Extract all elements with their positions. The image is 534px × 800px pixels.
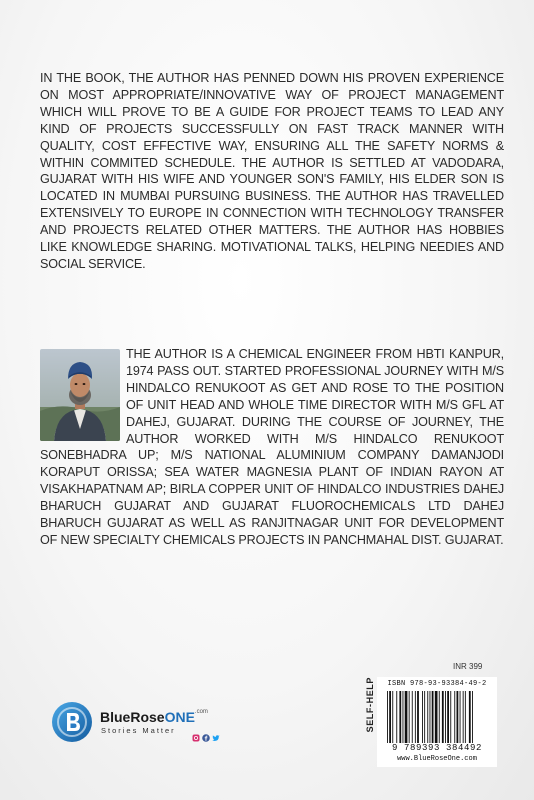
barcode-bar xyxy=(409,691,410,743)
publisher-name-part1: BlueRose xyxy=(100,709,165,725)
barcode-bar xyxy=(396,691,397,743)
barcode-box xyxy=(377,677,497,767)
barcode-bar xyxy=(422,691,423,743)
barcode-bar xyxy=(412,691,413,743)
barcode-bar xyxy=(435,691,438,743)
barcode-bar xyxy=(427,691,428,743)
author-photo xyxy=(40,349,120,441)
barcode-bar xyxy=(457,691,459,743)
barcode-bar xyxy=(439,691,440,743)
barcode-bar xyxy=(399,691,401,743)
barcode-bar xyxy=(442,691,444,743)
barcode-bar xyxy=(469,691,471,743)
barcode-bar xyxy=(460,691,461,743)
facebook-icon xyxy=(202,734,210,742)
barcode-bar xyxy=(463,691,464,743)
instagram-icon xyxy=(192,734,200,742)
isbn-number: ISBN 978-93-93384-49-2 xyxy=(387,680,487,688)
barcode-digits: 9 789393 384492 xyxy=(391,743,482,753)
barcode-bar xyxy=(447,691,449,743)
barcode-bar xyxy=(445,691,446,743)
barcode-bar xyxy=(417,691,419,743)
publisher-logo xyxy=(50,698,230,748)
barcode-bar xyxy=(472,691,473,743)
barcode-bar xyxy=(424,691,425,743)
publisher-name-suffix: .com xyxy=(194,709,208,715)
author-bio xyxy=(40,346,504,549)
barcode-bar xyxy=(392,691,393,743)
publisher-website: www.BlueRoseOne.com xyxy=(397,755,477,763)
price-label: INR 399 xyxy=(453,662,483,671)
barcode-bar xyxy=(432,691,434,743)
barcode-bar xyxy=(415,691,416,743)
author-bio-text: THE AUTHOR IS A CHEMICAL ENGINEER FROM HBTI KANPUR, 1974 PASS OUT. STARTED PROFESSIONAL JOURNEY WITH M/S HINDALCO RENUKOOT AS GET AND ROSE TO THE POSITION OF UNIT HEAD AND WHOLE TIME DIRECTOR WITH M/S GFL AT DAHEJ, GUJARAT. DURING THE COURSE OF JOURNEY, THE AUTHOR WORKED WITH M/S HINDALCO RENUKOOT SONEBHADRA UP; M/S NATIONAL ALUMINIUM COMPANY DAMANJODI KORAPUT ORISSA; SEA WATER MAGNESIA PLANT OF INDIAN RAYON AT VISAKHAPATNAM AP; BIRLA COPPER UNIT OF HINDALCO INDUSTRIES DAHEJ BHARUCH GUJARAT AND GUJARAT FLUOROCHEMICALS LTD DAHEJ BHARUCH GUJARAT AS WELL AS RANJITNAGAR UNIT FOR DEVELOPMENT OF NEW SPECIALTY CHEMICALS PROJECTS IN PANCHMAHAL DIST. GUJARAT. xyxy=(40,347,504,547)
bluerose-logo-icon xyxy=(50,700,94,744)
barcode-bar xyxy=(403,691,404,743)
barcode-bar xyxy=(430,691,431,743)
barcode-bar xyxy=(389,691,391,743)
barcode xyxy=(385,691,489,743)
social-icons xyxy=(192,734,220,742)
barcode-bar xyxy=(450,691,451,743)
twitter-icon xyxy=(212,734,220,742)
barcode-bar xyxy=(454,691,455,743)
publisher-tagline: Stories Matter xyxy=(101,726,176,735)
barcode-bar xyxy=(465,691,466,743)
publisher-name-part2: ONE xyxy=(164,709,195,725)
category-label: SELF-HELP xyxy=(365,677,375,733)
book-description-paragraph: IN THE BOOK, THE AUTHOR HAS PENNED DOWN HIS PROVEN EXPERIENCE ON MOST APPROPRIATE/INNOVATIVE WAY OF PROJECT MANAGEMENT WHICH WILL PROVE TO BE A GUIDE FOR PROJECT TEAMS TO LEAD ANY KIND OF PROJECTS SUCCESSFULLY ON FAST TRACK MANNER WITH QUALITY, COST EFFECTIVE WAY, ENSURING ALL THE SAFETY NORMS & WITHIN COMMITED SCHEDULE. THE AUTHOR IS SETTLED AT VADODARA, GUJARAT WITH HIS WIFE AND YOUNGER SON'S FAMILY, HIS ELDER SON IS LOCATED IN MUMBAI PURSUING BUSINESS. THE AUTHOR HAS TRAVELLED EXTENSIVELY TO EUROPE IN CONNECTION WITH TECHNOLOGY TRANSFER AND PROJECTS RELATED OTHER MATTERS. THE AUTHOR HAS HOBBIES LIKE KNOWLEDGE SHARING. MOTIVATIONAL TALKS, HELPING NEEDIES AND SOCIAL SERVICE. xyxy=(40,71,504,271)
barcode-bar xyxy=(405,691,408,743)
barcode-bar xyxy=(387,691,388,743)
